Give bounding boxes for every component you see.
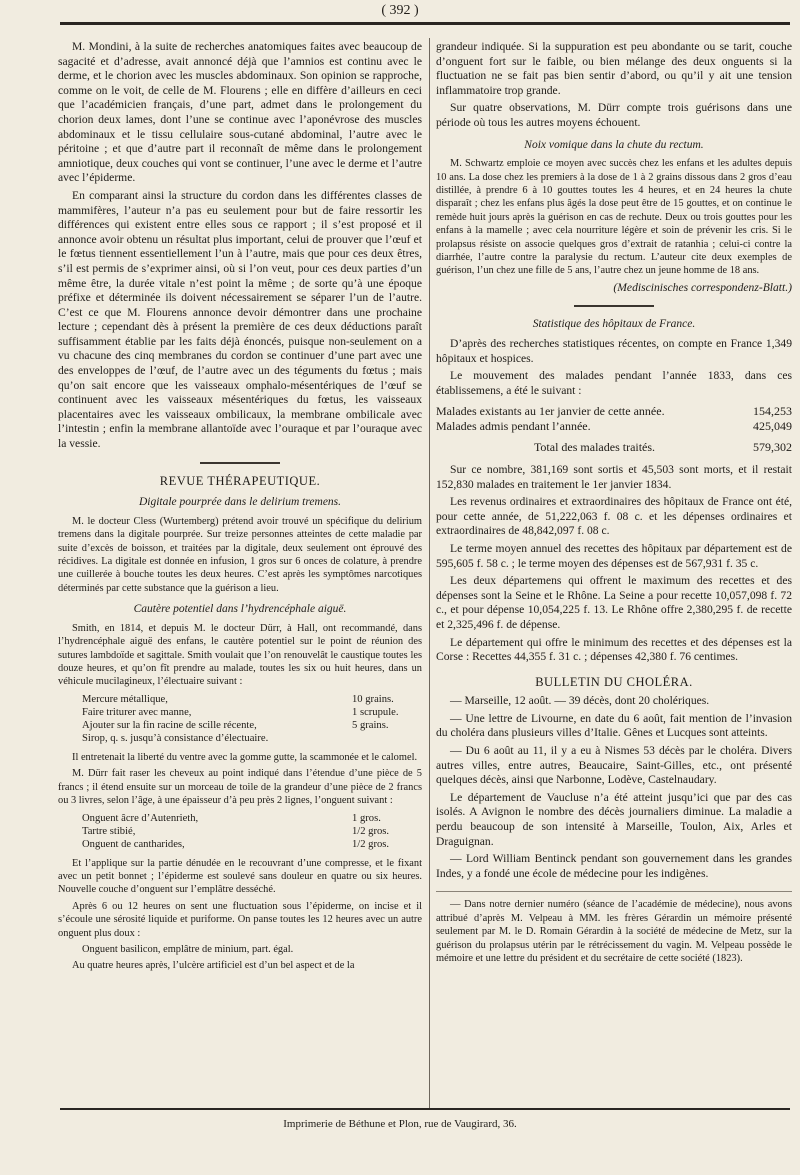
prescription-row [58, 693, 422, 706]
statistics-row [436, 419, 792, 434]
right-column [436, 40, 792, 968]
prescription-item: Tartre stibié, [82, 825, 136, 837]
article-title-cautere: Cautère potentiel dans l’hydrencéphale aiguë. [133, 603, 347, 616]
prescription-item: Sirop, q. s. jusqu’à consistance d’électuaire. [82, 732, 269, 744]
page-number: ( 392 ) [381, 3, 419, 18]
statistics-label: Malades existants au 1er janvier de cette année. [436, 404, 665, 419]
paragraph: Sur quatre observations, M. Dürr compte trois guérisons dans une période où tous les autres moyens échouent. [436, 101, 792, 129]
statistics-total [436, 440, 792, 455]
prescription-row [58, 706, 422, 719]
section-separator [574, 305, 654, 307]
paragraph: — Marseille, 12 août. — 39 décès, dont 20 cholériques. [450, 694, 710, 708]
paragraph: Et l’applique sur la partie dénudée en le recouvrant d’une compresse, et le fixant avec un petit bonnet ; l’épiderme est soulevé sans douleur en quatre ou six heures. Nouvelle couche d’onguent sur l’emplâtre desséché. [58, 857, 422, 896]
statistics-label: Malades admis pendant l’année. [436, 419, 591, 434]
prescription-row [58, 732, 422, 745]
section-separator [200, 462, 280, 464]
article-title-statistique: Statistique des hôpitaux de France. [532, 318, 696, 331]
paragraph: Smith, en 1814, et depuis M. le docteur Dürr, à Hall, ont recommandé, dans l’hydrencéphale aiguë des enfans, le cautère potentiel sur le point de réunion des sutures lambdoïde et sagittale. Smith voulait que l’on renouvelât le caustique toutes les douze heures, et qu’on fît prendre au malade, toutes les six ou huit heures, dans un véhicule mucilagineux, l’électuaire suivant : [58, 622, 422, 688]
paragraph: M. Mondini, à la suite de recherches anatomiques faites avec beaucoup de sagacité et d’adresse, avait annoncé déjà que l’amnios est continu avec le derme, et le chorion avec les muscles abdominaux. Son opinion se rapproche, comme on le voit, de celle de M. Flourens ; elle en diffère d’ailleurs en ceci que l’académicien français, d’une part, admet dans le prolongement du chorion deux lames, dont l’une se continue avec l’aponévrose des muscles abdominaux et le tissu cellulaire sous-cutané abdominal, l’autre avec le péritoine ; et que d’autre part il reconnaît de même dans le prolongement amniotique, deux couches qui vont se continuer, l’une avec le derme et l’autre avec l’épiderme. [58, 40, 422, 185]
paragraph: Le terme moyen annuel des recettes des hôpitaux par département est de 595,605 f. 58 c. ; le terme moyen des dépenses est de 567,931 f. 35 c. [436, 541, 792, 570]
prescription-table-1 [58, 693, 422, 745]
prescription-item: Faire triturer avec manne, [82, 706, 192, 718]
column-divider [429, 38, 430, 1108]
erratum-note: — Dans notre dernier numéro (séance de l’académie de médecine), nous avons attribué d’après M. Velpeau à MM. les frères Gérardin un mémoire présenté seulement par M. le D. Romain Gérardin à la société de médecine de Metz, sur la guérison du prolapsus utérin par le rétrécissement du vagin. M. Velpeau possède le mémoire et une lettre du président et du secrétaire de cette société (1823). [436, 891, 792, 965]
paragraph: Les deux départemens qui offrent le maximum des recettes et des dépenses sont la Seine et le Rhône. La Seine a pour recette 10,057,098 f. 72 c., et pour dépense 10,054,225 f. 13. Le Rhône offre 2,380,295 f. de recette et 2,325,496 f. de dépense. [436, 574, 792, 631]
left-column [58, 40, 422, 976]
prescription-qty [346, 732, 422, 745]
prescription-table-2 [58, 812, 422, 851]
paragraph: Après 6 ou 12 heures on sent une fluctuation sous l’épiderme, on incise et il s’écoule une sérosité liquide et puriforme. On panse toutes les 12 heures avec un autre onguent plus doux : [58, 900, 422, 939]
prescription-item: Onguent âcre d’Autenrieth, [82, 812, 199, 824]
prescription-item: Onguent de cantharides, [82, 838, 185, 850]
top-rule [60, 22, 790, 25]
statistics-total-label: Total des malades traités. [533, 440, 656, 455]
statistics-value: 154,253 [753, 404, 792, 419]
prescription-qty: 1 scrupule. [352, 706, 399, 718]
statistics-value: 425,049 [753, 419, 792, 434]
paragraph: Le mouvement des malades pendant l’année 1833, dans ces établissemens, a été le suivant : [436, 369, 792, 397]
prescription-row [58, 812, 422, 825]
paragraph: En comparant ainsi la structure du cordon dans les différentes classes de mammifères, l’auteur n’a pas eu seulement pour but de faire ressortir les différences qui existent entre elles sous ce rapport ; il s’est proposé et il annonce avoir obtenu un résultat plus important, celui de prouver que l’œuf et le fœtus tiennent essentiellement l’un à l’autre, mais que pour ces deux êtres, s’il est permis de s’exprimer ainsi, où si l’on veut, pour ces deux parties d’un même être, la durée vitale n’est point la même ; de sorte qu’à une époque préfixe et déterminée ils doivent nécessairement se séparer l’un de l’autre. C’est ce que M. Flourens annonce devoir démontrer dans une prochaine lecture ; cependant dès à présent la première de ces deux déductions paraît suffisamment établie par les faits déjà énoncés, puisque non-seulement on a vu chacune des cinq membranes du cordon se continuer d’une part avec une des enveloppes de l’œuf, de l’autre avec un des téguments du fœtus ; mais qu’on sait encore que les vaisseaux omphalo-mésentériques de l’œuf se continuent avec les vaisseaux mésentériques du fœtus, les vaisseaux placentaires avec les vaisseaux ombilicaux, la membrane ombilicale avec l’intestin ; enfin la membrane allantoïde avec l’ouraque et par l’ouraque avec la vessie. [58, 188, 422, 451]
prescription-qty: 5 grains. [352, 719, 389, 731]
printer-footer: Imprimerie de Béthune et Plon, rue de Vaugirard, 36. [283, 1118, 517, 1130]
statistics-total-value: 579,302 [753, 440, 792, 455]
prescription-item: Ajouter sur la fin racine de scille récente, [82, 719, 257, 731]
article-title-noix: Noix vomique dans la chute du rectum. [524, 138, 704, 151]
paragraph: Le département qui offre le minimum des recettes et des dépenses est la Corse : Recettes 44,355 f. 31 c. ; dépenses 42,380 f. 76 centimes. [436, 635, 792, 664]
section-title-revue: REVUE THÉRAPEUTIQUE. [159, 473, 321, 488]
bottom-rule [60, 1108, 790, 1110]
paragraph: Le département de Vaucluse n’a été atteint jusqu’ici que par des cas isolés. A Avignon le nombre des décès journaliers diminue. La maladie a perdu beaucoup de son intensité à Marseille, Toulon, Aix, Arles et Draguignan. [436, 790, 792, 848]
prescription-qty: 1/2 gros. [352, 838, 390, 850]
prescription-row [58, 825, 422, 838]
paragraph: M. le docteur Cless (Wurtemberg) prétend avoir trouvé un spécifique du delirium tremens dans la digitale pourprée. Sur treize personnes atteintes de cette maladie par suite d’excès de boisson, et traitées par la digitale, deux seulement ont éprouvé des récidives. La digitale est donnée en infusion, 1 gros sur 6 onces de colature, à prendre une cuillerée à bouche toutes les deux heures. C’est après les symptômes narcotiques déterminés par cette substance que la guérison a lieu. [58, 515, 422, 594]
paragraph: Sur ce nombre, 381,169 sont sortis et 45,503 sont morts, et il restait 152,830 malades en traitement le 1er janvier 1834. [436, 462, 792, 491]
section-title-cholera: BULLETIN DU CHOLÉRA. [535, 674, 693, 689]
prescription-qty: 1 gros. [352, 812, 381, 824]
paragraph: M. Schwartz emploie ce moyen avec succès chez les enfans et les adultes depuis 10 ans. La dose chez les premiers à la dose de 1 à 2 grains dissous dans 2 gros d’eau distillée, à prendre 6 à 10 gouttes toutes les 4 heures, et en 24 heures la chute disparaît ; chez les enfans plus âgés la dose peut être de 15 gouttes, et on continue le remède huit jours après la guérison en cas de rechute. Deux ou trois gouttes pour les enfans à la mamelle ; avec cela nourriture légère et soin de prévenir les cris. Si le prolapsus résiste on associe quelques gros d’extrait de ratanhia ; celui-ci contre la diarrhée, l’autre contre la paralysie du rectum. L’auteur cite deux exemples de guérison, l’un chez une fille de 5 ans, l’autre chez un jeune homme de 18 ans. [436, 158, 792, 277]
article-title-digitale: Digitale pourprée dans le delirium tremens. [138, 496, 342, 509]
paragraph: Les revenus ordinaires et extraordinaires des hôpitaux de France ont été, pour cette année, de 51,222,063 f. 08 c. et les dépenses ordinaires et extraordinaires de 48,842,097 f. 08 c. [436, 495, 792, 538]
prescription-item: Mercure métallique, [82, 693, 168, 705]
paragraph: M. Dürr fait raser les cheveux au point indiqué dans l’étendue d’une pièce de 5 francs ; il étend ensuite sur un morceau de toile de la grandeur d’une pièce de 2 francs ou 3 livres, selon l’âge, à une épaisseur d’à peu près 2 lignes, l’onguent suivant : [58, 768, 422, 807]
paragraph: D’après des recherches statistiques récentes, on compte en France 1,349 hôpitaux et hospices. [436, 337, 792, 365]
paragraph: — Lord William Bentinck pendant son gouvernement dans les grandes Indes, y a fondé une école de médecine pour les indigènes. [436, 852, 792, 880]
paragraph: Il entretenait la liberté du ventre avec la gomme gutte, la scammonée et le calomel. [72, 751, 418, 763]
paragraph: grandeur indiquée. Si la suppuration est peu abondante ou se tarit, couche d’onguent fort sur le faible, ou bien mélange des deux onguents si la fluctuation ne se fait pas bien sentir d’abord, ou qu’il y ait une tension inflammatoire trop grande. [436, 40, 792, 97]
paragraph: — Une lettre de Livourne, en date du 6 août, fait mention de l’invasion du choléra dans plusieurs villes d’Italie. Gênes et Lucques sont atteints. [436, 711, 792, 740]
prescription-row [58, 838, 422, 851]
paragraph: Au quatre heures après, l’ulcère artificiel est d’un bel aspect et de la [72, 960, 355, 972]
statistics-table [436, 404, 792, 434]
source-credit: (Mediscinisches correspondenz-Blatt.) [613, 280, 792, 294]
prescription-qty: 1/2 gros. [352, 825, 390, 837]
paragraph: — Du 6 août au 11, il y a eu à Nismes 53 décès par le choléra. Divers autres villes, entre autres, Beaucaire, Saint-Gilles, etc., ont présenté quelques décès, ainsi que Narbonne, Lodève, Castelnaudary. [436, 744, 792, 787]
prescription-row [58, 719, 422, 732]
prescription-qty: 10 grains. [352, 693, 394, 705]
statistics-row [436, 404, 792, 419]
prescription-line: Onguent basilicon, emplâtre de minium, part. égal. [82, 943, 294, 955]
